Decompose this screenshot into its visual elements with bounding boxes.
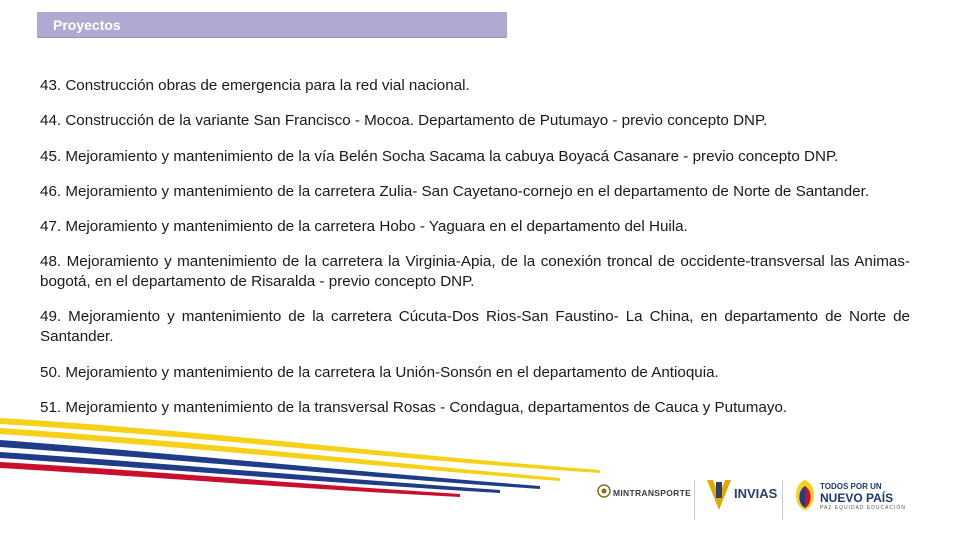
nuevo-pais-text: NUEVO PAÍS [820,491,894,505]
mintransporte-logo-text: MINTRANSPORTE [613,488,692,498]
section-title: Proyectos [53,17,121,33]
project-item-49: 49. Mejoramiento y mantenimiento de la carretera Cúcuta-Dos Rios-San Faustino- La China, en departamento de Norte de Santander. [40,308,910,346]
stripe-red [0,462,460,497]
todos-por-un-nuevo-pais-logo-icon [792,478,818,512]
logo-divider-2 [782,480,783,520]
project-item-48: 48. Mejoramiento y mantenimiento de la carretera la Virginia-Apia, de la conexión troncal de occidente-transversal las Animas-bogotá, en el departamento de Risaralda - previo concepto DNP. [40,253,910,291]
stripe-yellow [0,418,600,473]
todos-por-un-text: TODOS POR UN [820,482,882,491]
paz-equidad-educacion-text: PAZ EQUIDAD EDUCACIÓN [820,505,906,511]
project-item-44: 44. Construcción de la variante San Francisco - Mocoa. Departamento de Putumayo - previo concepto DNP. [40,112,768,130]
project-item-46: 46. Mejoramiento y mantenimiento de la carretera Zulia- San Cayetano-cornejo en el departamento de Norte de Santander. [40,182,870,200]
logo-divider [694,480,695,520]
project-item-43: 43. Construcción obras de emergencia para la red vial nacional. [40,77,470,95]
invias-logo-icon [705,478,733,512]
project-item-45: 45. Mejoramiento y mantenimiento de la vía Belén Socha Sacama la cabuya Boyacá Casanare - previo concepto DNP. [40,147,839,165]
project-item-51: 51. Mejoramiento y mantenimiento de la transversal Rosas - Condagua, departamentos de Cauca y Putumayo. [40,398,788,416]
invias-logo-text: INVIAS [734,486,778,501]
project-item-50: 50. Mejoramiento y mantenimiento de la carretera la Unión-Sonsón en el departamento de Antioquia. [40,363,719,381]
coat-of-arms-icon [597,484,611,498]
project-item-47: 47. Mejoramiento y mantenimiento de la carretera Hobo - Yaguara en el departamento del Huila. [40,217,688,235]
